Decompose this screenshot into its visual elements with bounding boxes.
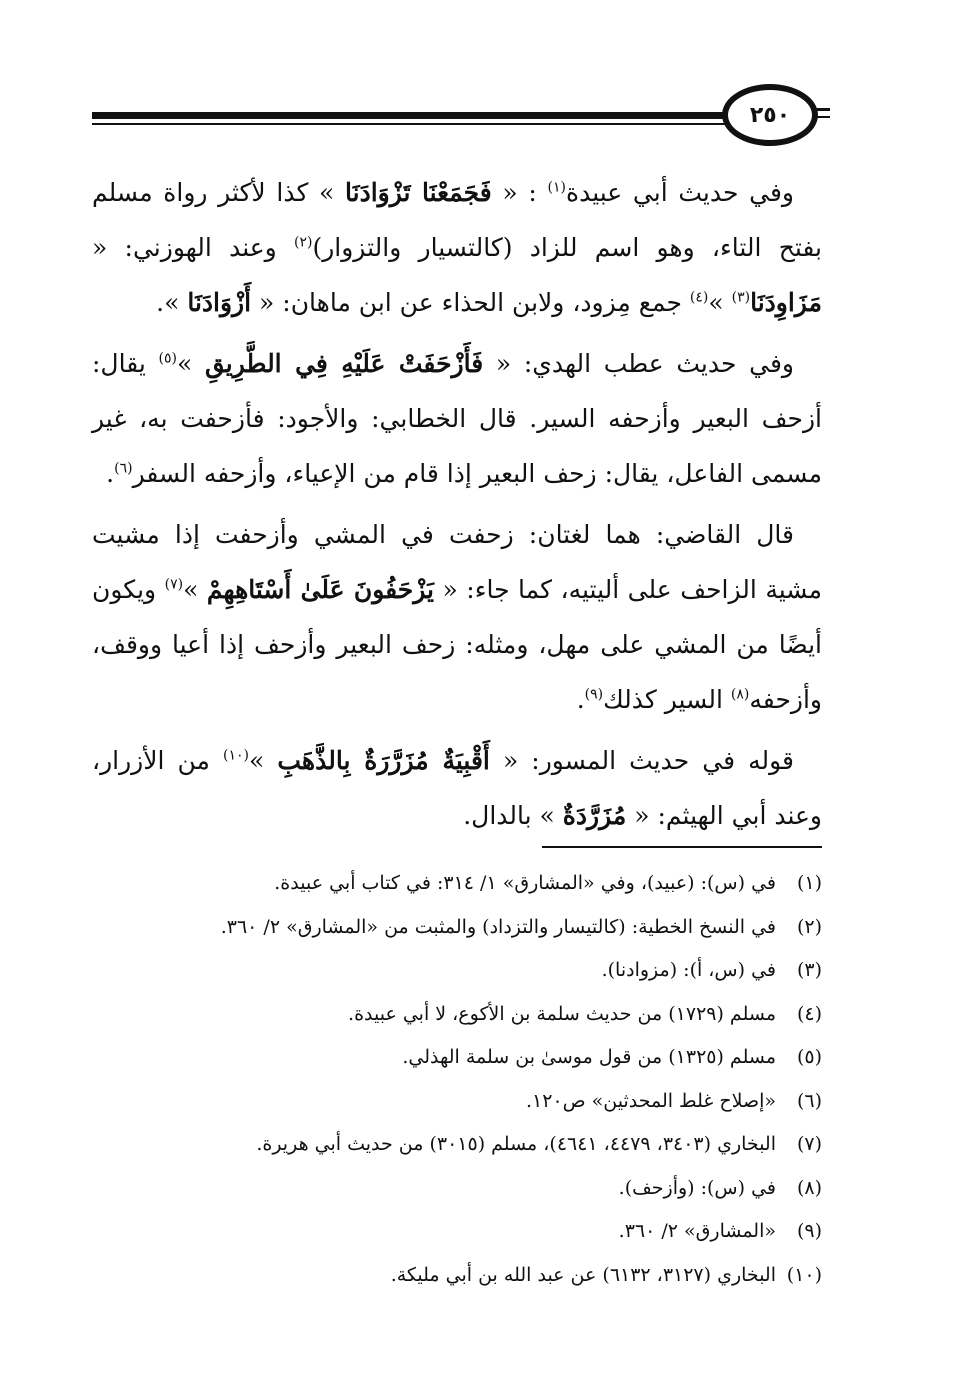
footnote-ref: (٦)	[114, 460, 133, 477]
paragraph-text: وفي حديث عطب الهدي: «	[483, 349, 794, 378]
footnote-item	[92, 1167, 822, 1211]
footnote-ref: (١٠)	[223, 747, 249, 764]
footnote-number: (١)	[796, 872, 822, 894]
hadith-quote: فَأَزْحَفَتْ عَلَيْهِ فِي الطَّرِيقِ	[204, 349, 484, 378]
footnote-number: (٢)	[796, 915, 822, 938]
hadith-quote: فَجَمَعْنَا تَزْوَادَنَا	[345, 178, 492, 207]
footnote-item	[92, 1080, 822, 1124]
paragraph-text: : «	[491, 178, 548, 207]
main-text	[92, 165, 822, 849]
footnote-ref: (٩)	[584, 686, 604, 703]
footnote-item	[92, 862, 822, 906]
footnote-ref: (٧)	[164, 576, 184, 593]
footnote-separator	[542, 846, 822, 848]
footnote-ref: (٣)	[731, 289, 751, 306]
footnote-number: (٣)	[796, 959, 822, 981]
paragraph-text: ويكون أيضًا من المشي على مهل، ومثله: زحف البعير وأزحف إذا أعيا ووقف، وأزحفه	[92, 575, 822, 714]
page-number-ornament	[722, 84, 830, 150]
paragraph	[92, 165, 822, 330]
footnote-text: في (س): (وأزحف).	[618, 1176, 776, 1199]
header-rule	[92, 112, 742, 130]
footnote-text: مسلم (١٧٢٩) من حديث سلمة بن الأكوع، لا أبي عبيدة.	[348, 1002, 776, 1025]
hadith-quote: أَقْبِيَةٌ مُزَرَّرَةٌ بِالذَّهَبِ	[277, 746, 490, 775]
footnote-item	[92, 1254, 822, 1298]
footnote-number: (٨)	[796, 1176, 822, 1199]
hadith-quote: يَزْحَفُونَ عَلَىٰ أَسْتَاهِهِمْ	[206, 575, 434, 604]
paragraph-text: السير كذلك	[603, 685, 731, 714]
paragraph-text: .	[576, 685, 585, 714]
footnote-item	[92, 993, 822, 1037]
footnote-number: (٩)	[796, 1220, 822, 1242]
paragraph-text: وفي حديث أبي عبيدة	[566, 178, 794, 207]
paragraph-text: قوله في حديث المسور: «	[489, 746, 794, 775]
hadith-quote: مُزَرَّدَةٌ	[562, 801, 627, 830]
ornament-tail	[816, 108, 830, 111]
footnote-item	[92, 949, 822, 993]
paragraph-text: »	[176, 349, 205, 378]
paragraph	[92, 507, 822, 727]
footnote-text: في (س، أ): (مزوادنا).	[601, 959, 776, 981]
paragraph-text: .	[106, 459, 115, 488]
footnote-number: (١٠)	[786, 1263, 822, 1286]
paragraph-text: » بالدال.	[463, 801, 563, 830]
paragraph-text: »	[183, 575, 207, 604]
page-number: ٢٥٠	[722, 84, 818, 146]
footnote-text: في النسخ الخطية: (كالتيسار والتزداد) والمثبت من «المشارق» ٢/ ٣٦٠.	[220, 915, 776, 938]
paragraph-text: ».	[156, 288, 188, 317]
footnote-item	[92, 1036, 822, 1080]
footnote-item	[92, 906, 822, 950]
footnote-text: في (س): (عبيد)، وفي «المشارق» ١/ ٣١٤: في كتاب أبي عبيدة.	[274, 872, 776, 894]
header-rule-thick	[92, 112, 742, 119]
footnote-ref: (٥)	[158, 350, 177, 367]
paragraph	[92, 336, 822, 501]
paragraph-text: »	[708, 288, 732, 317]
paragraph-text: »	[248, 746, 278, 775]
footnote-text: «إصلاح غلط المحدثين» ص١٢٠.	[525, 1089, 776, 1112]
footnote-ref: (٢)	[293, 234, 313, 251]
footnote-text: البخاري (٣١٢٧، ٦١٣٢) عن عبد الله بن أبي مليكة.	[390, 1263, 776, 1286]
paragraph-text: من الأزرار، وعند أبي الهيثم: «	[92, 746, 822, 830]
footnote-item	[92, 1210, 822, 1254]
footnote-number: (٤)	[796, 1002, 822, 1025]
footnote-number: (٦)	[796, 1089, 822, 1112]
paragraph-text: قال القاضي: هما لغتان: زحفت في المشي وأزحفت إذا مشيت مشية الزاحف على أليتيه، كما جاء: «	[92, 520, 823, 604]
footnote-text: مسلم (١٣٢٥) من قول موسىٰ بن سلمة الهذلي.	[402, 1046, 776, 1068]
paragraph	[92, 733, 822, 843]
footnote-number: (٥)	[796, 1046, 822, 1068]
paragraph-text: وعند الهوزني: «	[92, 233, 294, 262]
footnote-text: «المشارق» ٢/ ٣٦٠.	[618, 1220, 776, 1242]
footnote-ref: (٨)	[730, 686, 750, 703]
footnote-item	[92, 1123, 822, 1167]
footnote-text: البخاري (٣٤٠٣، ٤٤٧٩، ٤٦٤١)، مسلم (٣٠١٥) من حديث أبي هريرة.	[256, 1133, 776, 1155]
paragraph-text: جمع مِزود، ولابن الحذاء عن ابن ماهان: «	[251, 288, 690, 317]
hadith-quote: أَزْوَادَنَا	[187, 288, 252, 317]
footnotes-list	[92, 862, 822, 1297]
hadith-quote: مَزَاوِدَنَا	[750, 288, 822, 317]
footnote-ref: (٤)	[689, 289, 709, 306]
header-rule-thin	[92, 123, 742, 125]
ornament-tail	[816, 116, 830, 118]
footnote-number: (٧)	[796, 1133, 822, 1155]
paragraph-text: يقال: أزحف البعير وأزحفه السير. قال الخطابي: والأجود: فأزحفت به، غير مسمى الفاعل، يقال: زحف البعير إذا قام من الإعياء، وأزحفه السفر	[92, 349, 822, 488]
footnote-ref: (١)	[547, 179, 566, 196]
paragraph-text: » كذا لأكثر رواة مسلم بفتح التاء، وهو اسم للزاد (كالتسيار والتزوار)	[92, 178, 822, 262]
